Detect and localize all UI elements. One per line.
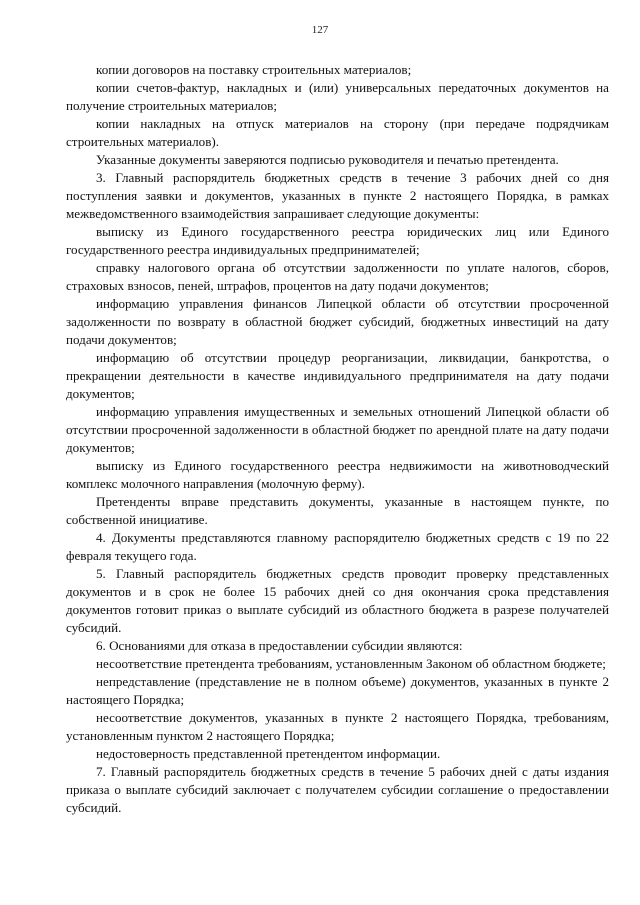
paragraph-6: выписку из Единого государственного реестра юридических лиц или Единого государственного реестра индивидуальных предпринимателей; — [66, 224, 609, 257]
paragraph-11: выписку из Единого государственного реестра недвижимости на животноводческий комплекс молочного направления (молочную ферму). — [66, 458, 609, 491]
paragraph-1: копии договоров на поставку строительных материалов; — [96, 62, 412, 77]
paragraph-17: непредставление (представление не в полном объеме) документов, указанных в пункте 2 настоящего Порядка; — [66, 674, 609, 707]
page-number: 127 — [311, 24, 329, 36]
paragraph-7: справку налогового органа об отсутствии задолженности по уплате налогов, сборов, страховых взносов, пеней, штрафов, процентов на дату подачи документов; — [66, 260, 609, 293]
paragraph-14: 5. Главный распорядитель бюджетных средств проводит проверку представленных документов и в срок не более 15 рабочих дней со дня окончания срока представления документов готовит приказ о выплате субсидий из областного бюджета в разрезе получателей субсидий. — [66, 566, 609, 635]
paragraph-16: несоответствие претендента требованиям, установленным Законом об областном бюджете; — [96, 656, 606, 671]
paragraph-9: информацию об отсутствии процедур реорганизации, ликвидации, банкротства, о прекращении деятельности в качестве индивидуального предпринимателя на дату подачи документов; — [66, 350, 609, 401]
paragraph-3: копии накладных на отпуск материалов на сторону (при передаче подрядчикам строительных материалов). — [66, 116, 609, 149]
document-body — [66, 61, 609, 817]
paragraph-4: Указанные документы заверяются подписью руководителя и печатью претендента. — [96, 152, 559, 167]
paragraph-13: 4. Документы представляются главному распорядителю бюджетных средств с 19 по 22 февраля текущего года. — [66, 530, 609, 563]
paragraph-8: информацию управления финансов Липецкой области об отсутствии просроченной задолженности по возврату в областной бюджет субсидий, бюджетных инвестиций на дату подачи документов; — [66, 296, 609, 347]
paragraph-10: информацию управления имущественных и земельных отношений Липецкой области об отсутствии просроченной задолженности в областной бюджет по арендной плате на дату подачи документов; — [66, 404, 609, 455]
paragraph-15: 6. Основаниями для отказа в предоставлении субсидии являются: — [96, 638, 463, 653]
paragraph-19: недостоверность представленной претендентом информации. — [96, 746, 441, 761]
paragraph-20: 7. Главный распорядитель бюджетных средств в течение 5 рабочих дней с даты издания приказа о выплате субсидий заключает с получателем субсидии соглашение о предоставлении субсидий. — [66, 764, 609, 815]
paragraph-18: несоответствие документов, указанных в пункте 2 настоящего Порядка, требованиям, установленным пунктом 2 настоящего Порядка; — [66, 710, 609, 743]
paragraph-5: 3. Главный распорядитель бюджетных средств в течение 3 рабочих дней со дня поступления заявки и документов, указанных в пункте 2 настоящего Порядка, в рамках межведомственного взаимодействия запрашивает следующие документы: — [66, 170, 609, 221]
paragraph-2: копии счетов-фактур, накладных и (или) универсальных передаточных документов на получение строительных материалов; — [66, 80, 609, 113]
paragraph-12: Претенденты вправе представить документы, указанные в настоящем пункте, по собственной инициативе. — [66, 494, 609, 527]
